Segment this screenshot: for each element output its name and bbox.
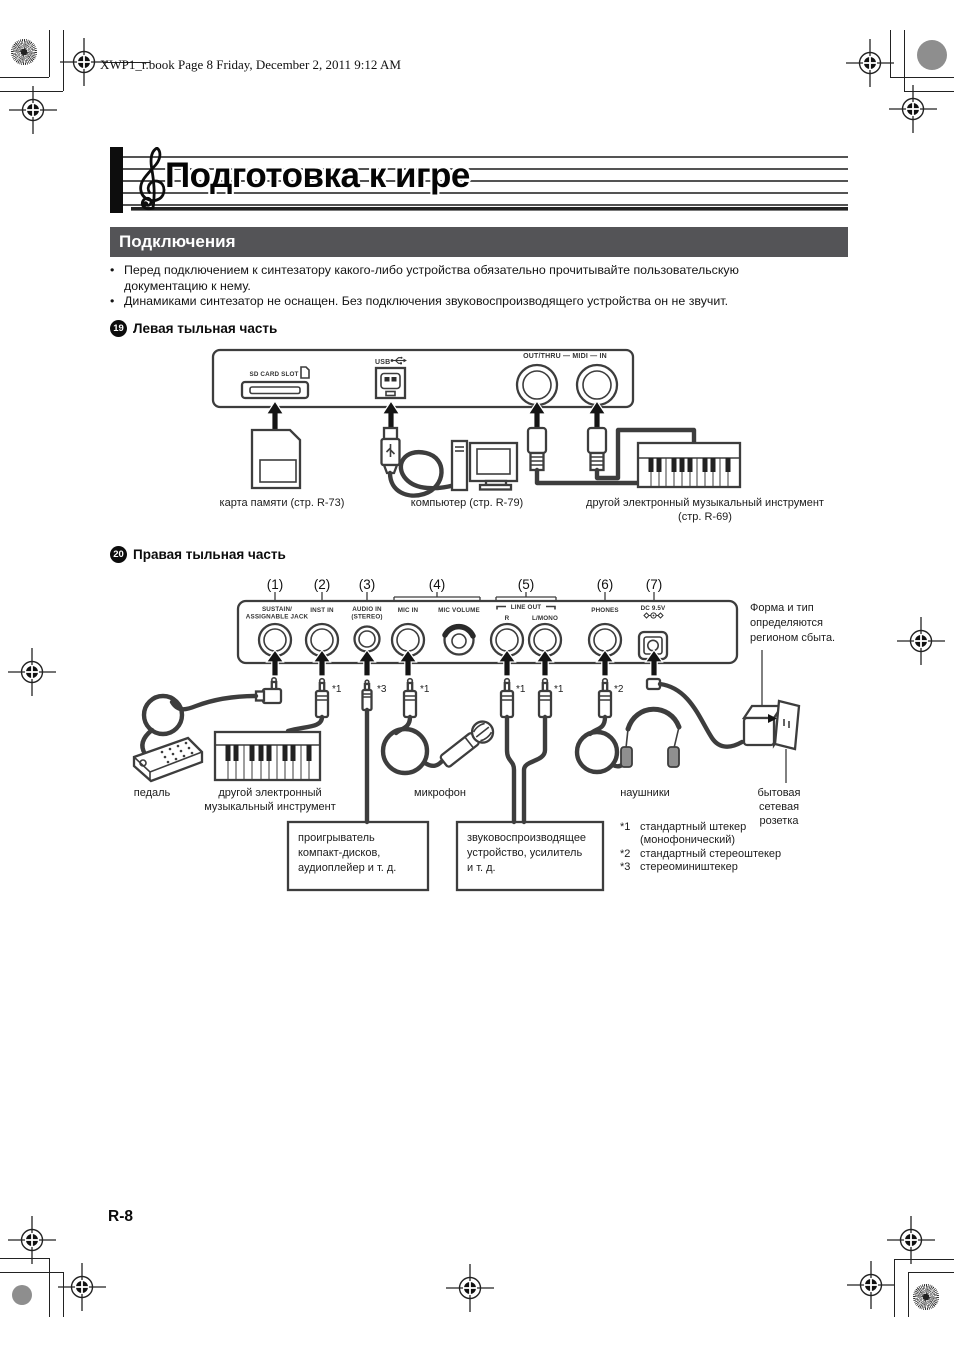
sustain-label-1: SUSTAIN/ xyxy=(261,606,293,613)
wall-outlet-illustration xyxy=(775,701,799,749)
cd-box-line1: проигрыватель xyxy=(298,832,375,844)
caption-outlet-1: бытовая xyxy=(757,787,801,799)
caption-sd-card: карта памяти (стр. R-73) xyxy=(219,497,345,509)
plug-mark-mono: *1 xyxy=(554,684,564,695)
line-out-r-label: R xyxy=(504,615,510,622)
stereo-plug xyxy=(599,679,611,717)
heading-label: Левая тыльная часть xyxy=(133,321,278,336)
callout-1: (1) xyxy=(266,577,284,592)
usb-port xyxy=(376,368,405,398)
amp-box-line1: звуковоспроизводящее xyxy=(467,832,587,844)
plug-mark-mono: *1 xyxy=(516,684,526,695)
plug-mark-mono: *1 xyxy=(420,684,430,695)
note-text: Перед подключением к синтезатору какого-либо устройства обязательно прочитывайте пользовательскую документацию к нему. xyxy=(124,263,739,293)
computer-illustration xyxy=(452,441,517,490)
footnote-2-line1: стандартный стереоштекер xyxy=(640,848,782,860)
sd-card-slot-label: SD CARD SLOT xyxy=(249,371,299,378)
plug-mark-mini: *3 xyxy=(377,684,387,695)
note-text: Динамиками синтезатор не оснащен. Без подключения звуковоспроизводящего устройства он не звучит. xyxy=(124,294,729,309)
sd-card-illustration xyxy=(252,430,300,488)
caption-microphone: микрофон xyxy=(414,787,466,799)
audio-in-jack xyxy=(355,627,380,652)
footnote-1-line1: стандартный штекер xyxy=(640,821,747,833)
callout-2: (2) xyxy=(313,577,331,592)
region-note-line1: Форма и тип xyxy=(750,602,814,614)
amp-box-line3: и т. д. xyxy=(467,862,496,874)
bullet-icon: • xyxy=(110,294,115,309)
mini-plug xyxy=(363,680,372,710)
mono-plug xyxy=(316,679,328,717)
inst-in-label: INST IN xyxy=(310,607,334,614)
callout-4: (4) xyxy=(428,577,446,592)
caption-pedal: педаль xyxy=(133,787,171,799)
caption-outlet-3: розетка xyxy=(759,815,799,827)
footnote-1-mark: *1 xyxy=(620,821,631,833)
heading-label: Правая тыльная часть xyxy=(133,547,286,562)
footnote-3-mark: *3 xyxy=(620,861,631,873)
cd-box-line3: аудиоплейер и т. д. xyxy=(298,862,397,874)
keyboard-illustration-2 xyxy=(215,732,320,780)
amp-box-line2: устройство, усилитель xyxy=(467,847,583,859)
caption-instrument-1: другой электронный xyxy=(218,787,322,799)
right-rear-diagram xyxy=(134,577,835,890)
circled-number-20: 20 xyxy=(110,546,127,563)
keyboard-illustration xyxy=(638,443,740,487)
mic-volume-label: MIC VOLUME xyxy=(438,607,480,614)
dc-label: DC 9.5V xyxy=(640,605,666,612)
caption-instrument-2: музыкальный инструмент xyxy=(204,801,336,813)
bullet-icon: • xyxy=(110,263,115,277)
left-rear-diagram xyxy=(213,350,824,523)
caption-instrument-page: (стр. R-69) xyxy=(678,511,732,523)
sustain-label-2: ASSIGNABLE JACK xyxy=(245,613,309,621)
document-header: XWP1_r.book Page 8 Friday, December 2, 2011 9:12 AM xyxy=(100,57,401,72)
callout-5: (5) xyxy=(517,577,535,592)
footnote-3-line1: стереомиништекер xyxy=(640,861,738,873)
usb-cable-illustration xyxy=(382,428,456,496)
caption-computer: компьютер (стр. R-79) xyxy=(410,497,524,509)
audio-in-label-1: AUDIO IN xyxy=(352,606,382,613)
region-note-line3: регионом сбыта. xyxy=(750,632,836,644)
microphone-illustration xyxy=(437,717,497,770)
mono-plug xyxy=(539,679,551,717)
caption-instrument: другой электронный музыкальный инструмент xyxy=(586,497,824,509)
audio-in-label-2: (STEREO) xyxy=(351,613,383,621)
callout-3: (3) xyxy=(358,577,376,592)
caption-headphones: наушники xyxy=(620,787,670,799)
usb-label: USB xyxy=(375,359,391,366)
callout-7: (7) xyxy=(645,577,663,592)
plug-mark-mono: *1 xyxy=(332,684,342,695)
page-number: R-8 xyxy=(108,1208,133,1225)
section-header: Подключения xyxy=(110,227,848,257)
callout-6: (6) xyxy=(596,577,614,592)
midi-label: OUT/THRU — MIDI — IN xyxy=(523,353,607,360)
pedal-plug xyxy=(256,678,281,703)
headphones-illustration xyxy=(621,709,679,767)
mono-plug xyxy=(501,679,513,717)
circled-number-19: 19 xyxy=(110,320,127,337)
cd-box-line2: компакт-дисков, xyxy=(298,847,381,859)
mic-volume-knob xyxy=(445,626,474,655)
plug-mark-stereo: *2 xyxy=(614,684,624,695)
line-out-l-label: L/MONO xyxy=(531,615,559,622)
line-out-label: LINE OUT xyxy=(510,604,542,611)
midi-in-port xyxy=(577,365,617,405)
footnote-1-line2: (монофонический) xyxy=(640,834,736,846)
mono-plug xyxy=(404,679,416,717)
midi-out-thru-port xyxy=(517,365,557,405)
mic-in-label: MIC IN xyxy=(397,607,419,614)
caption-outlet-2: сетевая xyxy=(758,801,800,813)
footnote-2-mark: *2 xyxy=(620,848,631,860)
region-note-line2: определяются xyxy=(750,617,823,629)
page-title: Подготовка к игре xyxy=(165,156,470,195)
phones-label: PHONES xyxy=(591,607,619,614)
